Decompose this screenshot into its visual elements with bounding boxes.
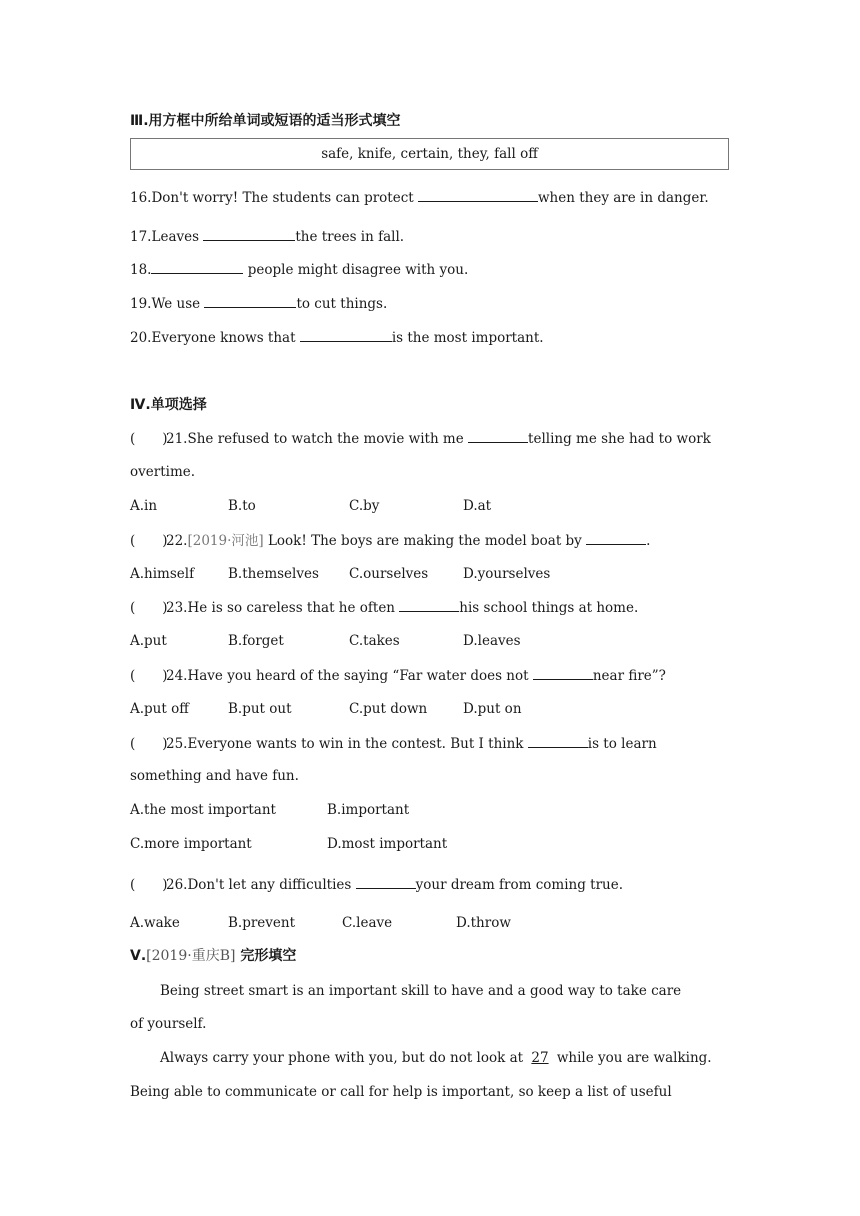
answer-blank[interactable] xyxy=(399,598,459,612)
passage-text: Always carry your phone with you, but do not look at xyxy=(160,1050,528,1066)
question-number: 16. xyxy=(130,190,152,206)
question-number: 22. xyxy=(166,533,188,549)
question-text: is the most important. xyxy=(391,330,544,346)
question-text: the trees in fall. xyxy=(295,229,405,245)
question-text: his school things at home. xyxy=(459,600,639,616)
question-25-options-row-2 xyxy=(130,835,447,853)
answer-blank[interactable] xyxy=(528,734,588,748)
question-text: people might disagree with you. xyxy=(243,262,469,278)
question-25 xyxy=(130,734,657,753)
question-text: your dream from coming true. xyxy=(415,877,624,893)
question-25-options-row-1 xyxy=(130,801,409,819)
section-source: [2019·重庆B] xyxy=(146,948,236,964)
option-a[interactable]: A.wake xyxy=(130,915,180,931)
answer-blank[interactable] xyxy=(151,260,243,274)
answer-parentheses[interactable]: ( ) xyxy=(130,600,168,616)
answer-parentheses[interactable]: ( ) xyxy=(130,668,168,684)
option-d[interactable]: D.most important xyxy=(327,836,448,852)
question-21-options xyxy=(130,497,491,515)
option-b[interactable]: B.prevent xyxy=(228,915,296,931)
option-c[interactable]: C.takes xyxy=(349,633,400,649)
section-5-heading xyxy=(130,947,296,965)
option-b[interactable]: B.forget xyxy=(228,633,284,649)
answer-blank[interactable] xyxy=(586,531,646,545)
passage-text: while you are walking. xyxy=(552,1050,712,1066)
question-text: 23.He is so careless that he often xyxy=(166,600,400,616)
section-number: Ⅴ. xyxy=(130,948,147,964)
word-box-text: safe, knife, certain, they, fall off xyxy=(321,146,538,162)
question-22-options xyxy=(130,565,550,583)
question-24 xyxy=(130,666,666,685)
question-22 xyxy=(130,531,650,550)
answer-parentheses[interactable]: ( ) xyxy=(130,877,168,893)
option-b[interactable]: B.themselves xyxy=(228,566,319,582)
option-a[interactable]: A.himself xyxy=(130,566,195,582)
question-text: when they are in danger. xyxy=(538,190,709,206)
question-text: . xyxy=(646,533,651,549)
section-4-heading: Ⅳ.单项选择 xyxy=(130,397,207,413)
section-title: 完形填空 xyxy=(235,948,297,964)
question-number: 20. xyxy=(130,330,152,346)
option-c[interactable]: C.by xyxy=(349,498,380,514)
option-b[interactable]: B.to xyxy=(228,498,256,514)
option-a[interactable]: A.in xyxy=(130,498,158,514)
answer-parentheses[interactable]: ( ) xyxy=(130,431,168,447)
question-text: 24.Have you heard of the saying “Far water does not xyxy=(166,668,533,684)
question-20 xyxy=(130,328,544,347)
option-d[interactable]: D.at xyxy=(463,498,492,514)
question-text: Leaves xyxy=(151,229,204,245)
question-21-continued: overtime. xyxy=(130,464,196,480)
cloze-blank-27[interactable]: 27 xyxy=(531,1050,549,1066)
option-a[interactable]: A.put off xyxy=(130,701,189,717)
question-23-options xyxy=(130,632,521,650)
question-25-continued: something and have fun. xyxy=(130,768,299,784)
answer-parentheses[interactable]: ( ) xyxy=(130,736,168,752)
question-text: near fire”? xyxy=(592,668,666,684)
option-d[interactable]: D.yourselves xyxy=(463,566,551,582)
answer-blank[interactable] xyxy=(418,188,538,202)
question-26 xyxy=(130,875,623,894)
answer-parentheses[interactable]: ( ) xyxy=(130,533,168,549)
question-number: 19. xyxy=(130,296,152,312)
question-text: Look! The boys are making the model boat by xyxy=(263,533,587,549)
question-17 xyxy=(130,227,404,246)
answer-blank[interactable] xyxy=(468,429,528,443)
answer-blank[interactable] xyxy=(203,227,295,241)
passage-paragraph-1-line-1: Being street smart is an important skill to have and a good way to take care xyxy=(160,983,682,999)
answer-blank[interactable] xyxy=(204,294,296,308)
question-text: 21.She refused to watch the movie with me xyxy=(166,431,469,447)
question-text: is to learn xyxy=(587,736,657,752)
option-d[interactable]: D.throw xyxy=(456,915,511,931)
passage-paragraph-2-line-2: Being able to communicate or call for help is important, so keep a list of useful xyxy=(130,1084,672,1100)
passage-paragraph-1-line-2: of yourself. xyxy=(130,1016,207,1032)
question-18 xyxy=(130,260,468,279)
question-text: 25.Everyone wants to win in the contest. But I think xyxy=(166,736,528,752)
option-a[interactable]: A.the most important xyxy=(130,802,276,818)
option-c[interactable]: C.ourselves xyxy=(349,566,429,582)
question-24-options xyxy=(130,700,522,718)
question-number: 18. xyxy=(130,262,152,278)
question-21 xyxy=(130,429,711,448)
question-text: Everyone knows that xyxy=(151,330,300,346)
option-a[interactable]: A.put xyxy=(130,633,167,649)
question-text: Don't worry! The students can protect xyxy=(151,190,418,206)
passage-paragraph-2-line-1 xyxy=(160,1049,712,1067)
question-source: [2019·河池] xyxy=(187,533,264,549)
question-text: 26.Don't let any difficulties xyxy=(166,877,356,893)
question-23 xyxy=(130,598,638,617)
question-19 xyxy=(130,294,387,313)
option-c[interactable]: C.put down xyxy=(349,701,428,717)
answer-blank[interactable] xyxy=(533,666,593,680)
option-d[interactable]: D.put on xyxy=(463,701,522,717)
section-3-heading: Ⅲ.用方框中所给单词或短语的适当形式填空 xyxy=(130,113,401,129)
option-c[interactable]: C.more important xyxy=(130,836,252,852)
option-c[interactable]: C.leave xyxy=(342,915,393,931)
question-16 xyxy=(130,188,709,207)
question-26-options xyxy=(130,914,511,932)
answer-blank[interactable] xyxy=(300,328,392,342)
option-b[interactable]: B.put out xyxy=(228,701,292,717)
word-box xyxy=(130,138,729,170)
option-b[interactable]: B.important xyxy=(327,802,410,818)
question-number: 17. xyxy=(130,229,152,245)
answer-blank[interactable] xyxy=(356,875,416,889)
question-text: to cut things. xyxy=(296,296,388,312)
option-d[interactable]: D.leaves xyxy=(463,633,521,649)
question-text: telling me she had to work xyxy=(528,431,711,447)
question-text: We use xyxy=(151,296,205,312)
